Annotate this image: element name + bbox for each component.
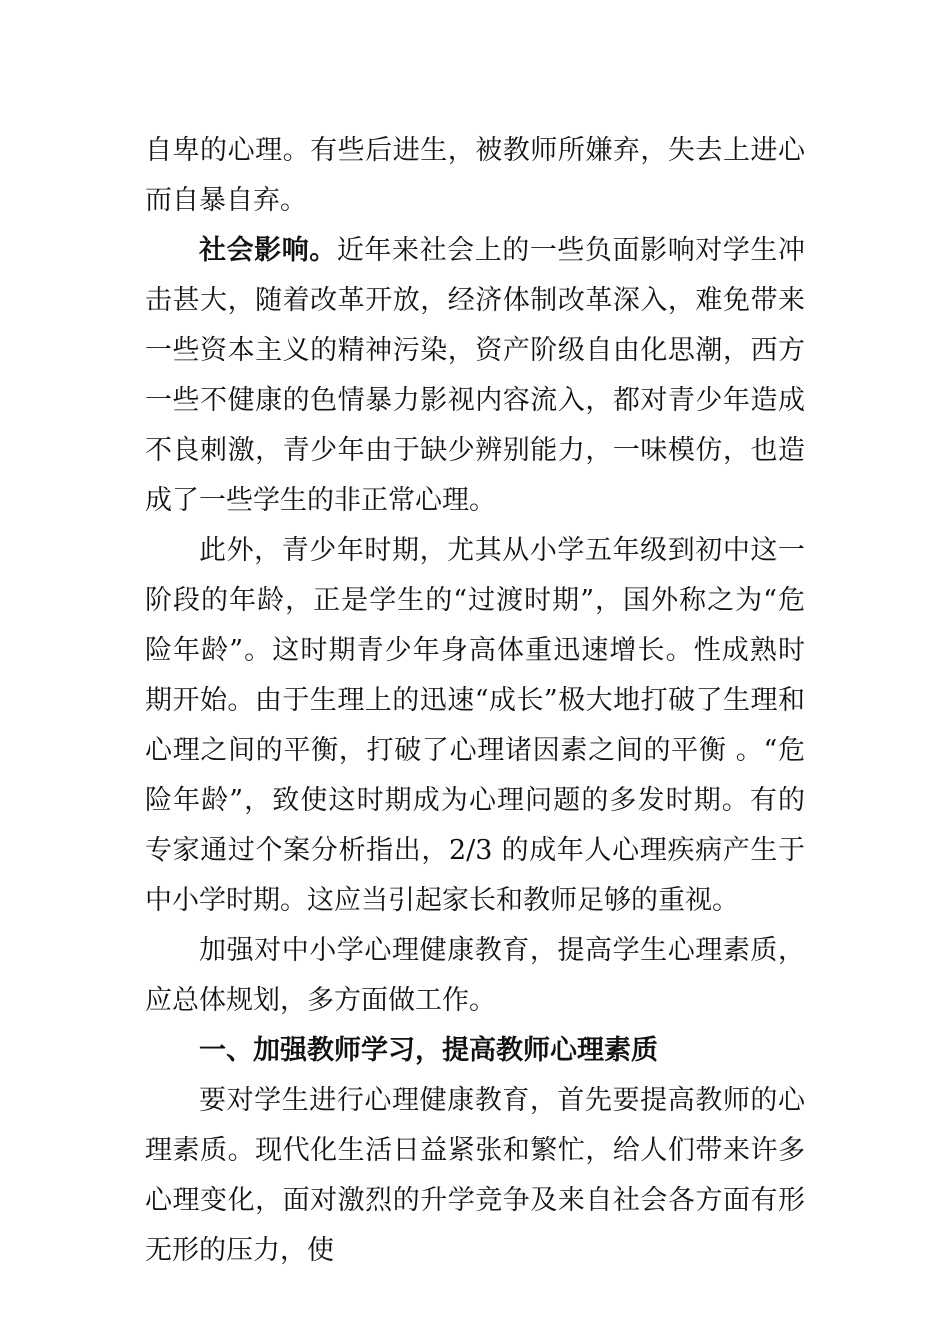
document-body: [145, 126, 805, 1276]
paragraph-2: [145, 226, 805, 526]
paragraph-3: 此外，青少年时期，尤其从小学五年级到初中这一阶段的年龄，正是学生的“过渡时期”，国外称之为“危险年龄”。这时期青少年身高体重迅速增长。性成熟时期开始。由于生理上的迅速“成长”极大地打破了生理和心理之间的平衡，打破了心理诸因素之间的平衡 。“危险年龄”，致使这时期成为心理问题的多发时期。有的专家通过个案分析指出，2/3 的成年人心理疾病产生于中小学时期。这应当引起家长和教师足够的重视。: [145, 535, 805, 916]
section-heading-1: 一、加强教师学习，提高教师心理素质: [199, 1035, 658, 1066]
paragraph-2-body: 近年来社会上的一些负面影响对学生冲击甚大，随着改革开放，经济体制改革深入，难免带来一些资本主义的精神污染，资产阶级自由化思潮，西方一些不健康的色情暴力影视内容流入，都对青少年造成不良刺激，青少年由于缺少辨别能力，一味模仿，也造成了一些学生的非正常心理。: [145, 235, 806, 516]
paragraph-5: 要对学生进行心理健康教育，首先要提高教师的心理素质。现代化生活日益紧张和繁忙，给人们带来许多心理变化，面对激烈的升学竞争及来自社会各方面有形无形的压力，使: [145, 1085, 805, 1266]
paragraph-2-lead: 社会影响。: [199, 235, 337, 266]
paragraph-1: 自卑的心理。有些后进生，被教师所嫌弃，失去上进心而自暴自弃。: [145, 135, 805, 216]
paragraph-4: 加强对中小学心理健康教育，提高学生心理素质，应总体规划，多方面做工作。: [145, 935, 805, 1016]
